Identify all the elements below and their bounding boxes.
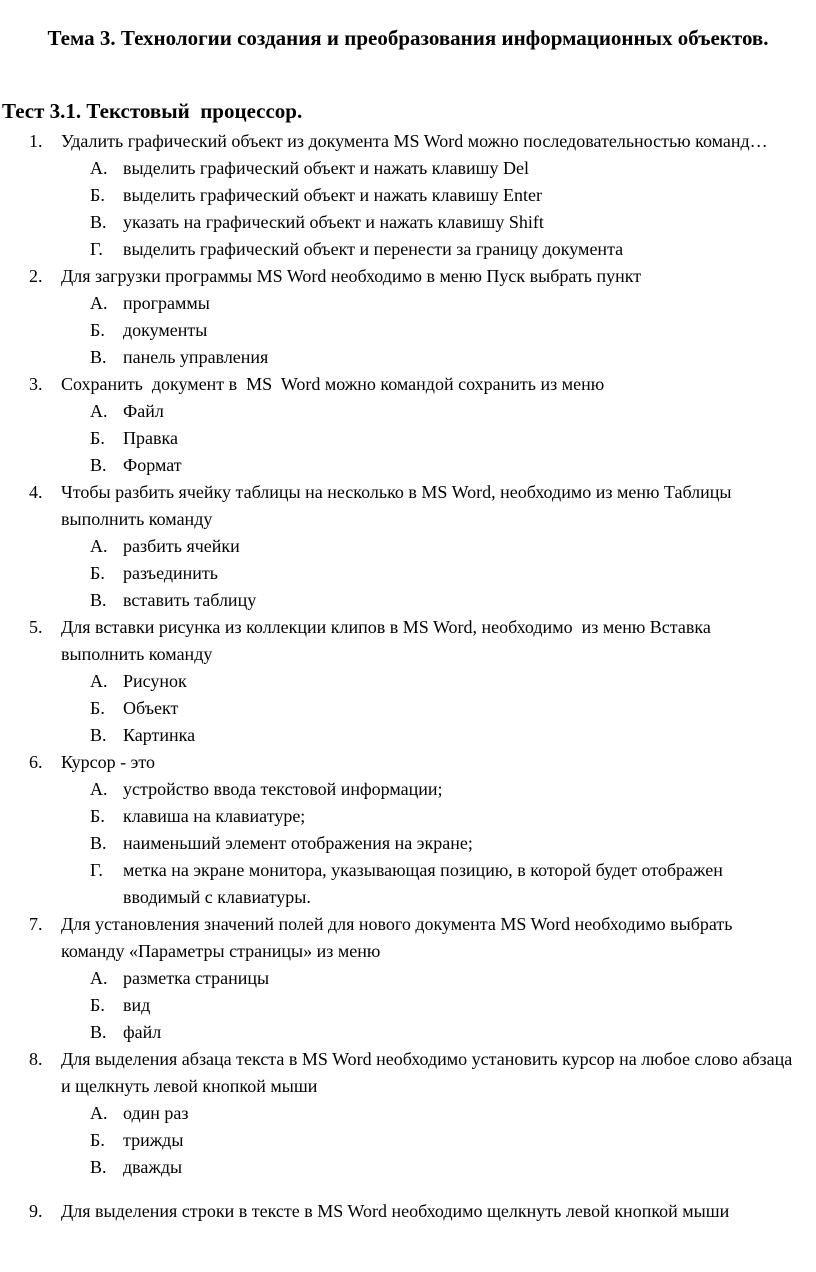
question-item	[0, 1046, 816, 1181]
option-letter: Б.	[90, 428, 105, 448]
option-letter: В.	[90, 725, 107, 745]
answer-option	[61, 290, 796, 317]
option-letter: Б.	[90, 1130, 105, 1150]
option-text: Картинка	[123, 725, 196, 745]
answer-options	[61, 290, 796, 371]
option-text: клавиша на клавиатуре;	[123, 806, 306, 826]
answer-option	[61, 344, 796, 371]
option-text: Файл	[123, 401, 164, 421]
question-text: Для выделения строки в тексте в MS Word необходимо щелкнуть левой кнопкой мыши	[61, 1201, 730, 1221]
option-text: один раз	[123, 1103, 189, 1123]
option-letter: В.	[90, 347, 107, 367]
section-title: Тест 3.1. Текстовый процессор.	[2, 99, 303, 123]
option-letter: А.	[90, 1103, 108, 1123]
option-text: указать на графический объект и нажать клавишу Shift	[123, 212, 544, 232]
question-number: 2.	[29, 266, 43, 286]
question-text: Для загрузки программы MS Word необходимо в меню Пуск выбрать пункт	[61, 266, 642, 286]
option-letter: Г.	[90, 860, 103, 880]
question-number: 7.	[29, 914, 43, 934]
answer-options	[61, 398, 796, 479]
option-letter: Б.	[90, 563, 105, 583]
question-number: 4.	[29, 482, 43, 502]
question-list	[0, 128, 816, 1225]
question-text: Удалить графический объект из документа MS Word можно последовательностью команд…	[61, 131, 768, 151]
option-text: Формат	[123, 455, 182, 475]
option-letter: В.	[90, 212, 107, 232]
question-item	[0, 371, 816, 479]
answer-option	[61, 803, 796, 830]
question-number: 8.	[29, 1049, 43, 1069]
question-number: 5.	[29, 617, 43, 637]
question-item	[0, 911, 816, 1046]
option-letter: Г.	[90, 239, 103, 259]
option-letter: Б.	[90, 185, 105, 205]
answer-option	[61, 722, 796, 749]
answer-option	[61, 398, 796, 425]
option-text: вставить таблицу	[123, 590, 257, 610]
option-text: панель управления	[123, 347, 269, 367]
answer-option	[61, 155, 796, 182]
option-text: документы	[123, 320, 208, 340]
option-text: Правка	[123, 428, 178, 448]
question-text: Для установления значений полей для нового документа MS Word необходимо выбрать команду «Параметры страницы» из меню	[61, 914, 737, 961]
option-text: дважды	[123, 1157, 183, 1177]
answer-option	[61, 182, 796, 209]
option-text: Рисунок	[123, 671, 187, 691]
question-text: Для выделения абзаца текста в MS Word необходимо установить курсор на любое слово абзаца и щелкнуть левой кнопкой мыши	[61, 1049, 797, 1096]
question-item	[0, 749, 816, 911]
answer-option	[61, 560, 796, 587]
option-text: трижды	[123, 1130, 184, 1150]
answer-options	[61, 1100, 796, 1181]
option-text: выделить графический объект и нажать клавишу Del	[123, 158, 529, 178]
answer-option	[61, 830, 796, 857]
answer-option	[61, 776, 796, 803]
question-number: 9.	[29, 1201, 43, 1221]
option-text: устройство ввода текстовой информации;	[123, 779, 443, 799]
option-letter: Б.	[90, 320, 105, 340]
question-number: 3.	[29, 374, 43, 394]
option-letter: В.	[90, 1157, 107, 1177]
option-letter: Б.	[90, 698, 105, 718]
question-text: Сохранить документ в MS Word можно командой сохранить из меню	[61, 374, 605, 394]
answer-options	[61, 533, 796, 614]
option-letter: В.	[90, 590, 107, 610]
option-letter: А.	[90, 671, 108, 691]
question-number: 6.	[29, 752, 43, 772]
option-letter: Б.	[90, 806, 105, 826]
answer-options	[61, 668, 796, 749]
option-text: программы	[123, 293, 210, 313]
question-text: Для вставки рисунка из коллекции клипов в MS Word, необходимо из меню Вставка выполнить команду	[61, 617, 716, 664]
answer-option	[61, 668, 796, 695]
option-letter: А.	[90, 158, 108, 178]
option-text: метка на экране монитора, указывающая позицию, в которой будет отображен вводимый с клавиатуры.	[123, 860, 728, 907]
spacer	[0, 1181, 816, 1198]
question-item	[0, 263, 816, 371]
answer-option	[61, 992, 796, 1019]
answer-option	[61, 965, 796, 992]
question-item	[0, 128, 816, 263]
answer-option	[61, 317, 796, 344]
option-text: разметка страницы	[123, 968, 270, 988]
option-text: выделить графический объект и нажать клавишу Enter	[123, 185, 542, 205]
answer-options	[61, 965, 796, 1046]
option-letter: А.	[90, 401, 108, 421]
option-letter: В.	[90, 833, 107, 853]
option-letter: Б.	[90, 995, 105, 1015]
answer-option	[61, 857, 796, 911]
question-item	[0, 614, 816, 749]
option-text: Объект	[123, 698, 179, 718]
option-text: разбить ячейки	[123, 536, 240, 556]
option-letter: В.	[90, 455, 107, 475]
question-number: 1.	[29, 131, 43, 151]
answer-option	[61, 1100, 796, 1127]
answer-option	[61, 533, 796, 560]
answer-option	[61, 209, 796, 236]
answer-option	[61, 695, 796, 722]
page-title: Тема 3. Технологии создания и преобразования информационных объектов.	[47, 26, 769, 50]
option-text: вид	[123, 995, 151, 1015]
option-text: разъединить	[123, 563, 218, 583]
answer-option	[61, 452, 796, 479]
question-item	[0, 1198, 816, 1225]
question-text: Чтобы разбить ячейку таблицы на несколько в MS Word, необходимо из меню Таблицы выполнить команду	[61, 482, 737, 529]
answer-option	[61, 587, 796, 614]
option-text: наименьший элемент отображения на экране;	[123, 833, 473, 853]
question-item	[0, 479, 816, 614]
option-letter: А.	[90, 968, 108, 988]
option-letter: В.	[90, 1022, 107, 1042]
answer-option	[61, 425, 796, 452]
answer-option	[61, 236, 796, 263]
option-text: файл	[123, 1022, 162, 1042]
option-letter: А.	[90, 293, 108, 313]
question-text: Курсор - это	[61, 752, 155, 772]
answer-option	[61, 1019, 796, 1046]
answer-option	[61, 1154, 796, 1181]
option-letter: А.	[90, 536, 108, 556]
option-letter: А.	[90, 779, 108, 799]
option-text: выделить графический объект и перенести за границу документа	[123, 239, 624, 259]
answer-option	[61, 1127, 796, 1154]
answer-options	[61, 776, 796, 911]
answer-options	[61, 155, 796, 263]
